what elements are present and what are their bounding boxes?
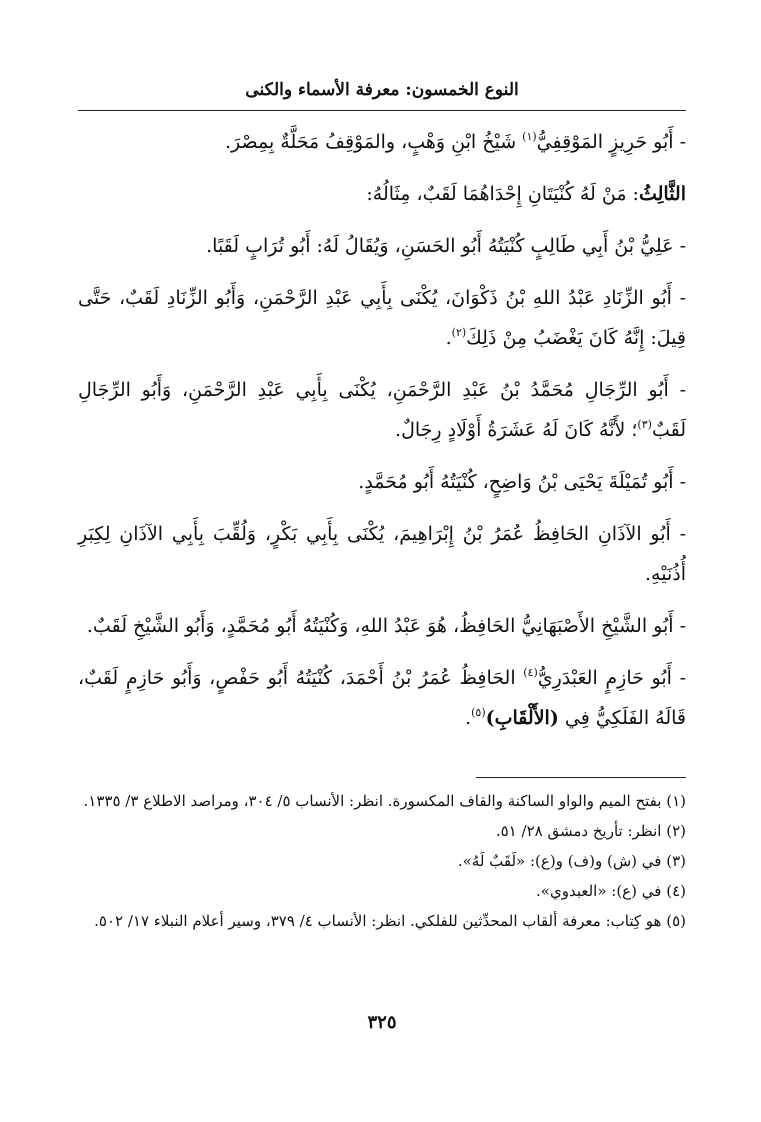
- footnote-item: [78, 876, 686, 906]
- footnote-ref-3[interactable]: (٣): [637, 418, 652, 431]
- section-heading-third: [78, 174, 686, 214]
- header-divider: [78, 110, 686, 111]
- footnote-item: [78, 906, 686, 936]
- paragraph-text: - عَلِيُّ بْنُ أَبِي طَالِبٍ كُنْيَتُهُ أَبُو الحَسَنِ، وَيُقَالُ لَهُ: أَبُو تُرَابٍ لَقَبًا.: [206, 235, 686, 257]
- section-intro-text: : مَنْ لَهُ كُنْيَتَانِ إِحْدَاهُمَا لَقَبٌ، مِثَالُهُ:: [366, 183, 639, 205]
- footnote-divider: [476, 777, 686, 778]
- paragraph-abu-hariz: [78, 122, 686, 162]
- section-label: الثَّالِثُ: [638, 183, 686, 205]
- footnotes: [78, 786, 686, 936]
- footnote-text: في (ع): «العبدوي».: [536, 882, 662, 900]
- paragraph-abu-tumayla: [78, 462, 686, 502]
- footnote-number: (٤): [666, 882, 686, 900]
- footnote-ref-1[interactable]: (١): [522, 130, 537, 143]
- footnote-number: (٢): [666, 822, 686, 840]
- paragraph-text: - أَبُو تُمَيْلَةَ يَحْيَى بْنُ وَاضِحٍ، كُنْيَتُهُ أَبُو مُحَمَّدٍ.: [358, 471, 686, 493]
- footnote-text: بفتح الميم والواو الساكنة والقاف المكسورة. انظر: الأنساب ٥/ ٣٠٤، ومراصد الاطلاع ٣/ ١٣٣٥.: [83, 792, 662, 810]
- main-text: [78, 122, 686, 750]
- paragraph-text: .: [445, 327, 452, 349]
- running-header: [78, 80, 686, 100]
- paragraph-text: - أَبُو الزِّنَادِ عَبْدُ اللهِ بْنُ ذَكْوَانَ، يُكْنَى بِأَبِي عَبْدِ الرَّحْمَنِ، وَأَبُو الزِّنَادِ لَقَبٌ، حَتَّى قِيلَ: إِنَّهُ كَانَ يَغْضَبُ مِنْ ذَلِكَ: [78, 287, 686, 349]
- paragraph-abu-rijal: [78, 370, 686, 450]
- book-title: (الأَلْقَابِ): [485, 707, 559, 729]
- footnote-item: [78, 816, 686, 846]
- running-header-title: النوع الخمسون: معرفة الأسماء والكنى: [245, 80, 519, 100]
- footnote-ref-5[interactable]: (٥): [471, 706, 486, 719]
- paragraph-text: .: [465, 707, 472, 729]
- footnote-text: انظر: تأريخ دمشق ٢٨/ ٥١.: [495, 822, 662, 840]
- page-number: ٣٢٥: [367, 1012, 397, 1033]
- footnote-text: في (ش) و(ف) و(ع): «لَقَبٌ لَهُ».: [457, 852, 662, 870]
- footnote-text: هو كِتاب: معرفة ألقاب المحدِّثين للفلكي. انظر: الأنساب ٤/ ٣٧٩، وسير أعلام النبلاء ١٧/ ٥٠٢.: [94, 912, 662, 930]
- paragraph-text: ؛ لأَنَّهُ كَانَ لَهُ عَشَرَةُ أَوْلَادٍ رِجَالٌ.: [395, 419, 638, 441]
- paragraph-text: - أَبُو حَرِيزٍ المَوْقِفِيُّ: [536, 131, 686, 153]
- paragraph-text: - أَبُو الشَّيْخِ الأَصْبَهَانِيُّ الحَافِظُ، هُوَ عَبْدُ اللهِ، وَكُنْيَتُهُ أَبُو مُحَمَّدٍ، وَأَبُو الشَّيْخِ لَقَبٌ.: [86, 615, 686, 637]
- paragraph-abu-zinad: [78, 278, 686, 358]
- paragraph-text: - أَبُو الآذَانِ الحَافِظُ عُمَرُ بْنُ إِبْرَاهِيمَ، يُكْنَى بِأَبِي بَكْرٍ، وَلُقِّبَ بِأَبِي الآذَانِ لِكِبَرِ أُذُنَيْهِ.: [78, 523, 686, 585]
- paragraph-text: - أَبُو حَازِمٍ العَبْدَرِيُّ: [537, 667, 686, 689]
- footnote-number: (٥): [666, 912, 686, 930]
- paragraph-text: الحَافِظُ عُمَرُ بْنُ أَحْمَدَ، كُنْيَتُهُ أَبُو حَفْصٍ، وَأَبُو حَازِمٍ لَقَبٌ، قَالَهُ الفَلَكِيُّ فِي: [78, 667, 686, 729]
- paragraph-abu-shaykh: [78, 606, 686, 646]
- footnote-item: [78, 786, 686, 816]
- footnote-ref-4[interactable]: (٤): [523, 666, 538, 679]
- paragraph-text: شَيْخُ ابْنِ وَهْبٍ، والمَوْقِفُ مَحَلَّةٌ بِمِصْرَ.: [225, 131, 523, 153]
- footnote-number: (٣): [666, 852, 686, 870]
- footnote-number: (١): [666, 792, 686, 810]
- footnote-ref-2[interactable]: (٢): [451, 326, 467, 339]
- paragraph-ali: [78, 226, 686, 266]
- paragraph-abu-hazim: [78, 658, 686, 738]
- paragraph-text: - أَبُو الرِّجَالِ مُحَمَّدُ بْنُ عَبْدِ الرَّحْمَنِ، يُكْنَى بِأَبِي عَبْدِ الرَّحْمَنِ، وَأَبُو الرِّجَالِ لَقَبٌ: [78, 379, 686, 441]
- footnote-item: [78, 846, 686, 876]
- paragraph-abu-adhan: [78, 514, 686, 594]
